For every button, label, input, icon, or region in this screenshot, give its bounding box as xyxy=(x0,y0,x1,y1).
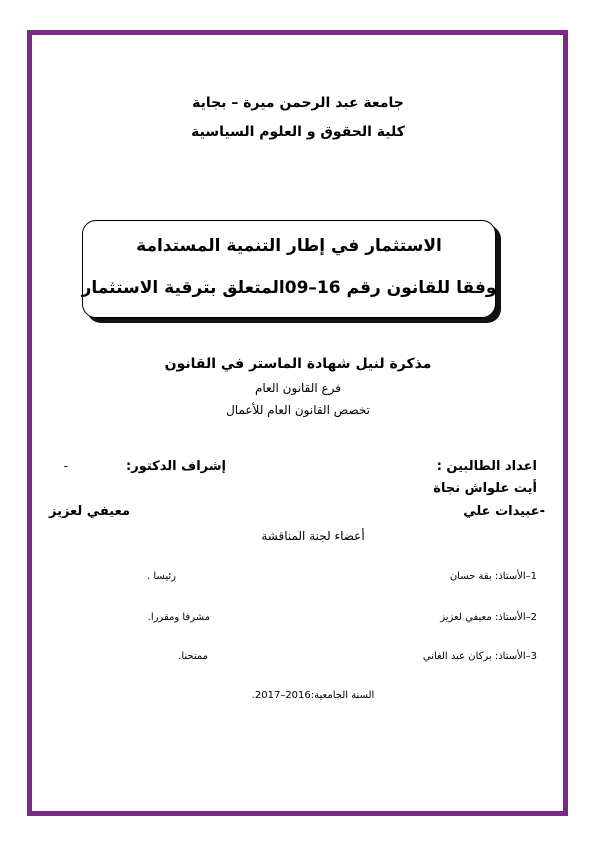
committee-role-2: مشرفا ومقررا. xyxy=(147,612,210,623)
committee-member-1: 1–الأستاذ: بقة حسان xyxy=(449,571,537,582)
prepared-by-label: اعداد الطالبين : xyxy=(436,459,537,474)
committee-role-1: رئيسا . xyxy=(147,571,176,582)
branch: فرع القانون العام xyxy=(254,381,342,395)
supervisor-name: معيفي لعزيز xyxy=(48,504,130,519)
faculty-name: كلية الحقوق و العلوم السياسية xyxy=(191,124,405,140)
committee-member-2: 2–الأستاذ: معيفي لعزيز xyxy=(440,612,537,623)
specialty: تخصص القانون العام للأعمال xyxy=(226,403,370,417)
supervisor-dash: - xyxy=(63,459,68,473)
supervisor-label: إشراف الدكتور: xyxy=(126,459,226,474)
thesis-title-line2: وفقا للقانون رقم 16–09المتعلق بترقية الاستثمار xyxy=(81,278,497,298)
student-1: أيت علواش نجاة xyxy=(433,481,537,496)
committee-member-3: 3–الأستاذ: بركان عبد الغاني xyxy=(422,651,537,662)
student-2: -عبيدات علي xyxy=(463,504,545,519)
committee-title: أعضاء لجنة المناقشة xyxy=(261,529,365,543)
committee-role-3: ممتحنا. xyxy=(178,651,208,662)
degree-statement: مذكرة لنيل شهادة الماستر في القانون xyxy=(164,356,432,372)
title-box xyxy=(82,220,496,318)
university-name: جامعة عبد الرحمن ميرة – بجاية xyxy=(192,95,404,111)
academic-year: السنة الجامعية:2016–2017. xyxy=(251,690,375,701)
thesis-title-line1: الاستثمار في إطار التنمية المستدامة xyxy=(136,236,442,256)
